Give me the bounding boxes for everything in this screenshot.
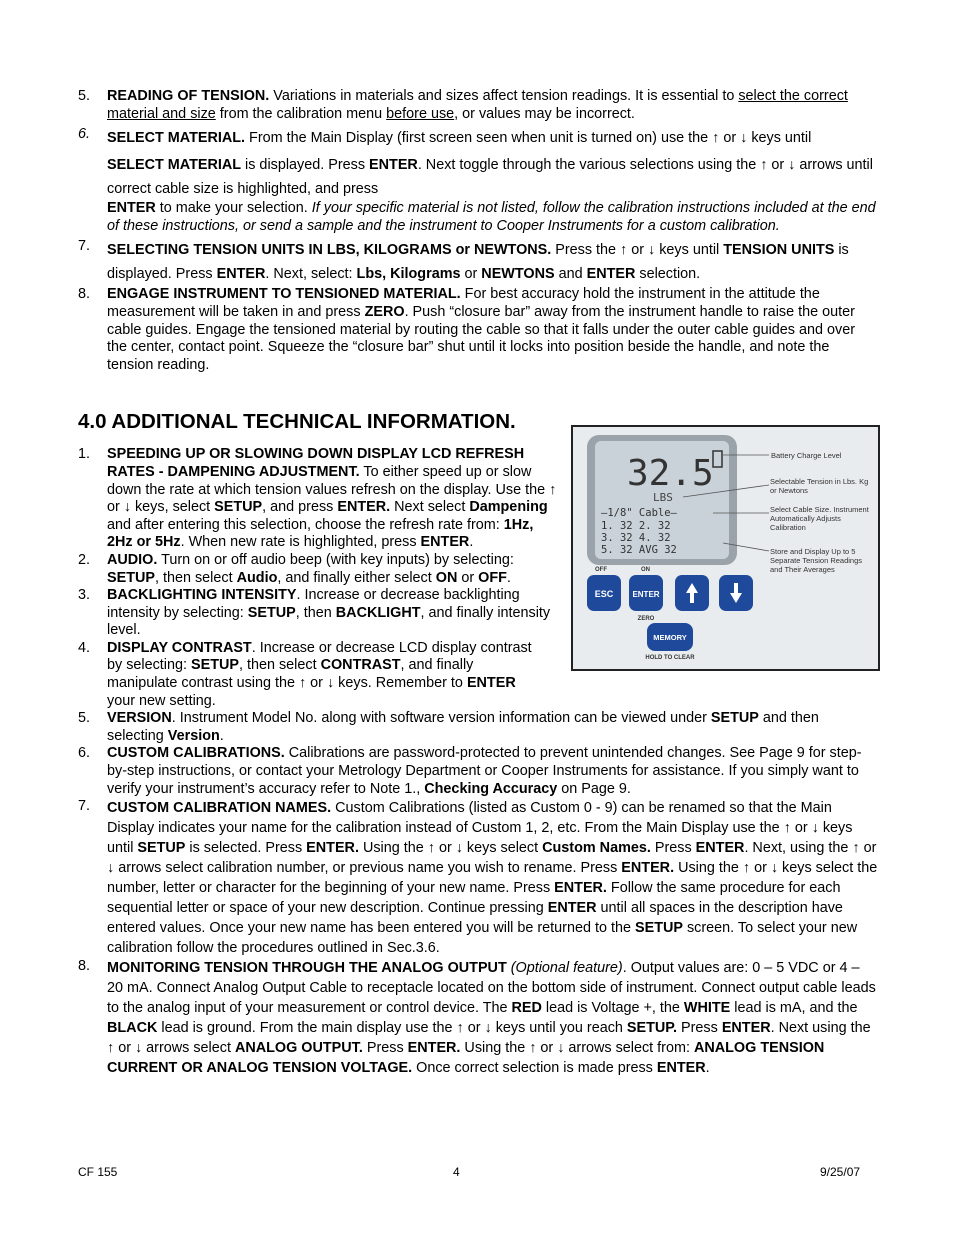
list-item-4-7 [78, 798, 878, 958]
item-number: 7. [78, 798, 91, 815]
list-item-4-5 [78, 710, 878, 745]
list-item-4-2 [78, 552, 559, 587]
item-number: 2. [78, 551, 91, 568]
instrument-illustration [573, 427, 878, 669]
label-on: ON [641, 567, 650, 573]
list-item-3-6 [78, 126, 878, 235]
lcd-units: LBS [653, 491, 673, 504]
item-text: VERSION. Instrument Model No. along with software version information can be viewed under SETUP and then selecting Version. [107, 710, 819, 744]
item-text: DISPLAY CONTRAST. Increase or decrease LCD display contrast by selecting: SETUP, then select CONTRAST, and finally manipulate contrast using the ↑ or ↓ keys. Remember to ENTER your new setting. [107, 639, 532, 709]
list-item-3-7 [78, 238, 878, 286]
list-item-4-8 [78, 958, 878, 1078]
list-item-4-6 [78, 745, 878, 798]
item-number: 5. [78, 710, 91, 727]
item-number: 8. [78, 286, 91, 303]
item-number: 6. [78, 745, 91, 762]
item-text: MONITORING TENSION THROUGH THE ANALOG OUTPUT (Optional feature). Output values are: 0 – 5 VDC or 4 – 20 mA. Connect Analog Output Cable to receptacle located on the bottom side of instrument. Connect output cable leads to the analog input of your measurement or control device. The RED lead is Voltage +, the WHITE lead is mA, and the BLACK lead is ground. From the main display use the ↑ or ↓ keys until you reach SETUP. Press ENTER. Next using the ↑ or ↓ arrows select ANALOG OUTPUT. Press ENTER. Using the ↑ or ↓ arrows select from: ANALOG TENSION CURRENT OR ANALOG TENSION VOLTAGE. Once correct selection is made press ENTER. [107, 960, 876, 1077]
memory-key-label: MEMORY [653, 633, 687, 642]
callout-cable: Select Cable Size. Instrument Automatically Adjusts Calibration [770, 505, 869, 532]
lcd-row-1: 1. 32 2. 32 [601, 520, 671, 532]
item-text: READING OF TENSION. Variations in materials and sizes affect tension readings. It is essential to select the correct material and size from the calibration menu before use, or values may be incorrect. [107, 88, 848, 122]
footer-date: 9/25/07 [820, 1165, 861, 1179]
label-zero: ZERO [637, 616, 655, 622]
callout-store: Store and Display Up to 5 Separate Tension Readings and Their Averages [770, 547, 863, 574]
item-number: 6. [78, 126, 91, 143]
callout-units-box [770, 477, 876, 501]
item-text: AUDIO. Turn on or off audio beep (with key inputs) by selecting: SETUP, then select Audio, and finally either select ON or OFF. [107, 551, 514, 586]
esc-key-label: ESC [594, 589, 614, 599]
item-text: ENGAGE INSTRUMENT TO TENSIONED MATERIAL. For best accuracy hold the instrument in the attitude the measurement will be taken in and press ZERO. Push “closure bar” away from the instrument handle to raise the outer cable guides. Engage the tensioned material by routing the cable so that it falls under the outer cable guides and over the center, contact point. Squeeze the “closure bar” shut until it locks into position beside the handle, and note the tension reading. [107, 286, 856, 373]
instrument-figure [571, 425, 880, 671]
section-heading: 4.0 ADDITIONAL TECHNICAL INFORMATION. [78, 410, 516, 434]
item-text-cont2: ENTER to make your selection. If your specific material is not listed, follow the calibration instructions included at the end of these instructions, or send a sample and the instrument to Cooper Instruments for a custom calibration. [107, 200, 876, 234]
item-text: SELECTING TENSION UNITS IN LBS, KILOGRAMS or NEWTONS. Press the ↑ or ↓ keys until TENSION UNITS is displayed. Press ENTER. Next, select: Lbs, Kilograms or NEWTONS and ENTER selection. [107, 242, 849, 283]
item-text: CUSTOM CALIBRATIONS. Calibrations are password-protected to prevent unintended changes. See Page 9 for step-by-step instructions, or contact your Metrology Department or Cooper Instruments for assistance. If you simply want to verify your instrument’s accuracy refer to Note 1., Checking Accuracy on Page 9. [107, 745, 862, 797]
label-hold-to-clear: HOLD TO CLEAR [645, 655, 695, 661]
lcd-size-row: —1/8" Cable— [601, 507, 677, 519]
item-number: 4. [78, 639, 91, 656]
item-text: SPEEDING UP OR SLOWING DOWN DISPLAY LCD REFRESH RATES - DAMPENING ADJUSTMENT. To either speed up or slow down the rate at which tension values refresh on the display. Use the ↑ or ↓ keys, select SETUP, and press ENTER. Next select Dampening and after entering this selection, choose the refresh rate from: 1Hz, 2Hz or 5Hz. When new rate is highlighted, press ENTER. [107, 446, 557, 551]
footer-doc-id: CF 155 [78, 1165, 118, 1179]
callout-units: Selectable Tension in Lbs. Kg or Newtons [770, 477, 869, 495]
item-number: 7. [78, 238, 91, 255]
list-item-4-1 [78, 446, 559, 552]
item-text: CUSTOM CALIBRATION NAMES. Custom Calibrations (listed as Custom 0 - 9) can be renamed so that the Main Display indicates your name for the calibration instead of Custom 1, 2, etc. From the Main Display use the ↑ or ↓ keys until SETUP is selected. Press ENTER. Using the ↑ or ↓ keys select Custom Names. Press ENTER. Next, using the ↑ or ↓ arrows select calibration number, or previous name you wish to rename. Press ENTER. Using the ↑ or ↓ keys select the number, letter or character for the beginning of your new name. Press ENTER. Follow the same procedure for each sequential letter or space of your new description. Continue pressing ENTER until all spaces in the description have entered values. Once your new name has been entered you will be returned to the SETUP screen. To select your new calibration follow the procedures outlined in Sec.3.6. [107, 800, 878, 957]
item-number: 8. [78, 958, 91, 975]
callout-store-box [770, 547, 876, 593]
item-number: 1. [78, 446, 91, 463]
item-text-cont: SELECT MATERIAL is displayed. Press ENTER. Next toggle through the various selections using the ↑ or ↓ arrows until correct cable size is highlighted, and press [107, 157, 873, 198]
list-item-3-5 [78, 88, 878, 123]
list-item-3-8 [78, 286, 878, 374]
callout-cable-box [770, 505, 876, 539]
item-number: 5. [78, 88, 91, 104]
footer-page-number: 4 [453, 1165, 460, 1179]
list-item-4-3 [78, 587, 559, 640]
lcd-row-2: 3. 32 4. 32 [601, 532, 671, 544]
item-text: SELECT MATERIAL. From the Main Display (first screen seen when unit is turned on) use the ↑ or ↓ keys until [107, 130, 812, 147]
item-number: 3. [78, 587, 91, 604]
enter-key-label: ENTER [632, 590, 660, 599]
lcd-reading: 32.5 [627, 453, 714, 494]
lcd-row-3: 5. 32 AVG 32 [601, 544, 677, 556]
label-off: OFF [595, 567, 607, 573]
callout-battery: Battery Charge Level [771, 451, 842, 460]
item-text: BACKLIGHTING INTENSITY. Increase or decrease backlighting intensity by selecting: SETUP, then BACKLIGHT, and finally intensity level. [107, 587, 551, 639]
